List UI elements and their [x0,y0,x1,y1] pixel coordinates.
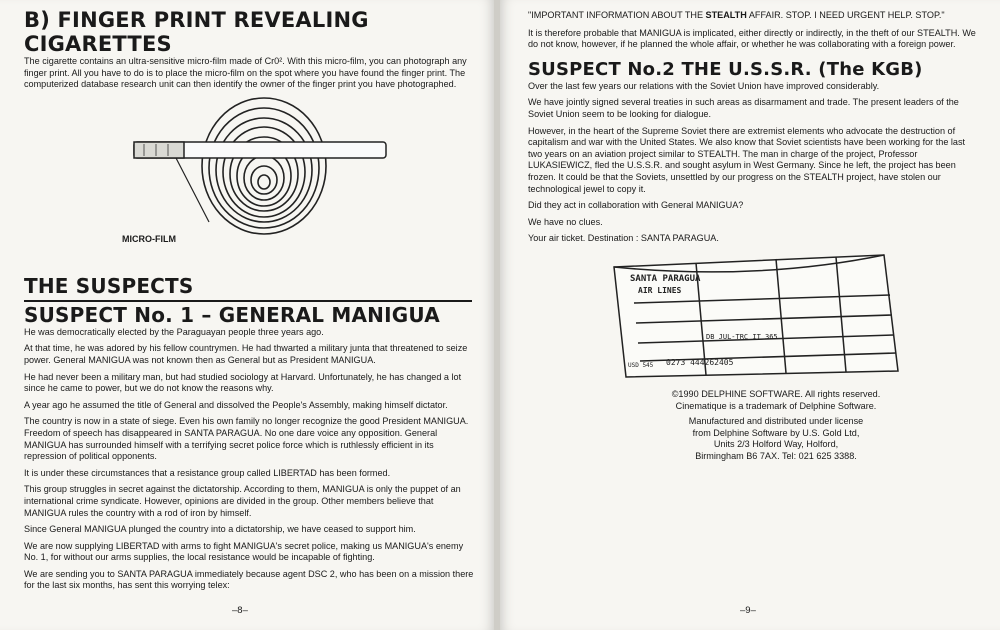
fingerprint-text: The cigarette contains an ultra-sensitive micro-film made of Cr0². With this micro-film, you can photograph any finger print. All you have to do is to place the micro-film on the spot where you have found the finger print. The computerized database research unit can then identify the owner of the finger print you have photographed. [24,56,467,90]
right-page [500,0,1000,630]
intro-paragraph: It is therefore probable that MANIGUA is implicated, either directly or indirectly, in the theft of our STEALTH. We do not know, however, if he planned the whole affair, or whether he was collaborating with a foreign power. [528,27,976,50]
cigarette-icon [134,142,386,158]
credit-line: Birmingham B6 7AX. Tel: 021 625 3388. [695,450,857,461]
ticket-airline-line2: AIR LINES [638,285,682,295]
pointer-line [176,158,209,222]
left-paragraph: The country is now in a state of siege. Even his own family no longer recognize the good President MANIGUA. Freedom of speech has disappeared in SANTA PARAGUA. No one dare voice any opposition. General MANIGUA has surrounded himself with a terrifying secret police force which is ruthlessly efficient in its repression of political opponents. [24,416,469,462]
cigarette-illustration [24,96,476,272]
left-paragraph: We are now supplying LIBERTAD with arms to fight MANIGUA's secret police, making us MANIGUA's enemy No. 1, for without our arms supplies, the local resistance would be incapable of fighting. [24,540,464,563]
credit-line: Cinematique is a trademark of Delphine Software. [675,400,877,411]
suspects-heading: THE SUSPECTS [24,273,194,298]
heading-rule [24,300,472,302]
left-paragraph: He was democratically elected by the Paraguayan people three years ago. [24,326,324,337]
left-paragraph: At that time, he was adored by his fellow countrymen. He had thwarted a military junta that threatened to seize power. General MANIGUA was not known then as General but as President MANIGUA. [24,343,468,365]
page-number-right: –9– [740,605,756,616]
left-paragraph: A year ago he assumed the title of General and dissolved the People's Assembly, making himself dictator. [24,399,448,410]
left-paragraph: Since General MANIGUA plunged the country into a dictatorship, we have ceased to support him. [24,524,416,535]
credits [528,389,980,463]
telex-bold: STEALTH [705,10,747,20]
right-paragraph: However, in the heart of the Supreme Soviet there are extremist elements who advocate the destruction of capitalism and war with the United States. We also know that Soviet scientists have been working for the last two years on an aviation project similar to STEALTH. The man in charge of the project, Professor LUKASIEWICZ, fled the U.S.S.R. and sought asylum in West Germany. Since he left, the project has been frozen. It could be that the Soviets, unsettled by our progress on the STEALTH project, have stolen our technological jewel to copy it. [528,125,966,194]
ticket-amount: USD 545 [628,361,654,369]
left-paragraph: This group struggles in secret against the dictatorship. According to them, MANIGUA is only the puppet of an international crime syndicate. However, opinions are divided in the group. Other members believe that MANIGUA rules the country with a rod of iron by himself. [24,484,461,518]
credit-line: ©1990 DELPHINE SOFTWARE. All rights reserved. [671,388,881,399]
air-ticket-icon [606,253,906,381]
ticket-number: 0273 444262405 [666,357,734,367]
suspect2-heading: SUSPECT No.2 THE U.S.S.R. (The KGB) [528,58,923,80]
suspect1-heading: SUSPECT No. 1 – GENERAL MANIGUA [24,302,440,327]
credit-line: Manufactured and distributed under license [688,416,864,427]
credit-line: Units 2/3 Holford Way, Holford, [713,439,839,450]
telex-quote [528,10,980,22]
ticket-date: DB JUL-TRC IT 365 [706,332,778,341]
telex-prefix: "IMPORTANT INFORMATION ABOUT THE [528,10,706,20]
left-paragraph: It is under these circumstances that a resistance group called LIBERTAD has been formed. [24,467,391,478]
telex-suffix: AFFAIR. STOP. I NEED URGENT HELP. STOP." [746,10,945,20]
ticket-airline-line1: SANTA PARAGUA [630,273,701,284]
left-paragraph: We are sending you to SANTA PARAGUA immediately because agent DSC 2, who has been on a mission there for the last six months, has sent this worrying telex: [24,568,474,591]
credit-line: from Delphine Software by U.S. Gold Ltd, [692,427,860,438]
right-paragraph: We have jointly signed several treaties in such areas as disarmament and trade. The present leaders of the Soviet Union seem to be looking for dialogue. [528,97,959,119]
left-paragraph: He had never been a military man, but had studied sociology at Harvard. Unfortunately, he has changed a lot since he came to power, but we do not know the reasons why. [24,371,462,394]
fingerprint-cigarette-drawing [114,96,404,256]
fingerprint-icon [202,98,326,234]
page-number-left: –8– [232,605,248,616]
right-paragraph: Your air ticket. Destination : SANTA PARAGUA. [528,233,719,244]
left-page [0,0,494,630]
right-paragraph: We have no clues. [528,216,603,227]
right-paragraph: Over the last few years our relations with the Soviet Union have improved considerably. [528,80,880,91]
right-paragraph: Did they act in collaboration with General MANIGUA? [528,200,744,211]
micro-film-label: MICRO-FILM [122,233,176,244]
air-ticket-illustration [528,253,980,383]
fingerprint-heading: B) FINGER PRINT REVEALING CIGARETTES [24,8,369,56]
